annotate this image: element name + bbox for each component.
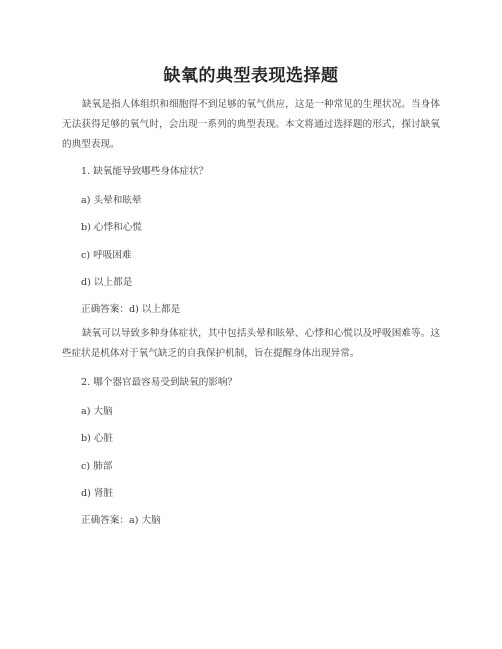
question-1-option-d: d) 以上都是 bbox=[81, 277, 133, 288]
document-title: 缺氧的典型表现选择题 bbox=[163, 66, 339, 86]
question-2-option-a: a) 大脑 bbox=[81, 406, 113, 417]
question-1-option-b: b) 心悸和心慌 bbox=[81, 222, 142, 233]
question-2-answer: 正确答案：a) 大脑 bbox=[81, 515, 161, 526]
question-2-option-d: d) 肾脏 bbox=[81, 488, 114, 499]
question-1-option-a: a) 头晕和眩晕 bbox=[81, 195, 142, 206]
question-2-option-c: c) 肺部 bbox=[81, 461, 113, 472]
intro-paragraph: 缺氧是指人体组织和细胞得不到足够的氧气供应，这是一种常见的生理状况。当身体无法获得足够的氧气时，会出现一系列的典型表现。本文将通过选择题的形式，探讨缺氧的典型表现。 bbox=[62, 99, 440, 150]
question-1: 1. 缺氧能导致哪些身体症状？ bbox=[81, 166, 209, 177]
question-1-option-c: c) 呼吸困难 bbox=[81, 250, 132, 261]
question-2: 2. 哪个器官最容易受到缺氧的影响？ bbox=[81, 377, 238, 388]
question-1-answer: 正确答案：d) 以上都是 bbox=[81, 304, 181, 315]
question-1-explanation: 缺氧可以导致多种身体症状，其中包括头晕和眩晕、心悸和心慌以及呼吸困难等。这些症状是机体对于氧气缺乏的自我保护机制，旨在提醒身体出现异常。 bbox=[62, 328, 440, 359]
question-2-option-b: b) 心脏 bbox=[81, 433, 114, 444]
